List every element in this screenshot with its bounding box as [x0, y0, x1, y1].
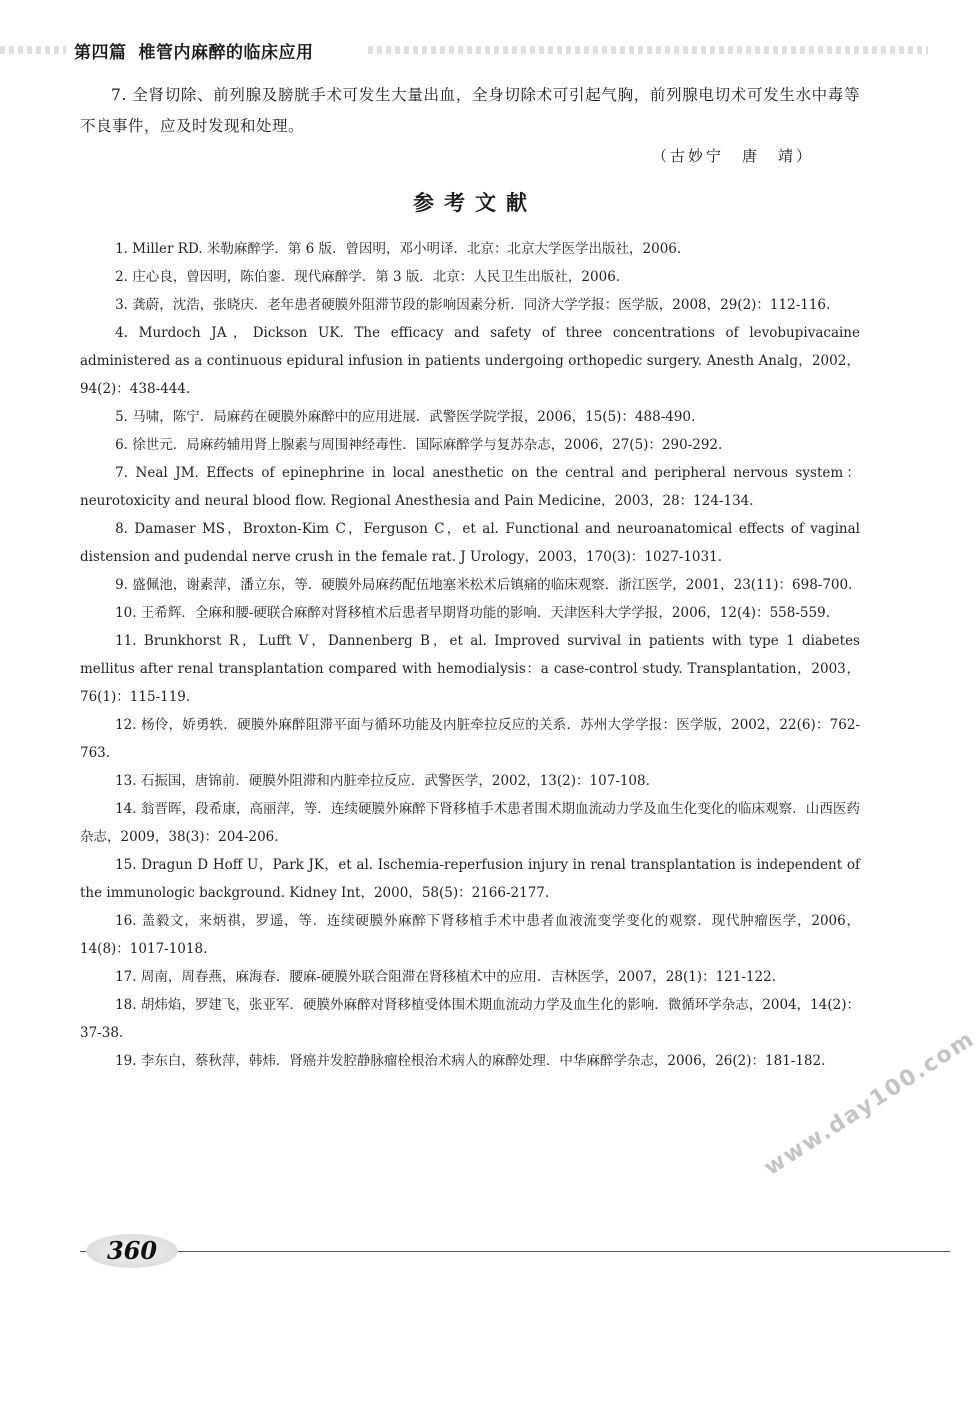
reference-list [80, 235, 860, 1075]
reference-item: 16. 盖毅文，来炳祺，罗遥，等．连续硬膜外麻醉下肾移植手术中患者血液流变学变化的观察．现代肿瘤医学，2006，14(8)：1017-1018. [80, 913, 860, 957]
reference-item: 5. 马啸，陈宁．局麻药在硬膜外麻醉中的应用进展．武警医学院学报，2006，15(5)：488-490. [115, 409, 696, 425]
header-part: 第四篇 [74, 43, 127, 63]
reference-item: 14. 翁晋晖，段希康，高丽萍，等．连续硬膜外麻醉下肾移植手术患者围术期血流动力学及血生化变化的临床观察．山西医药杂志，2009，38(3)：204-206. [80, 801, 860, 845]
reference-item: 17. 周南，周春燕，麻海春．腰麻-硬膜外联合阻滞在肾移植术中的应用．吉林医学，2007，28(1)：121-122. [115, 969, 776, 985]
reference-item: 6. 徐世元．局麻药辅用肾上腺素与周围神经毒性．国际麻醉学与复苏杂志，2006，27(5)：290-292. [115, 437, 723, 453]
reference-item: 1. Miller RD. 米勒麻醉学．第 6 版．曾因明，邓小明译．北京：北京大学医学出版社，2006. [115, 241, 682, 257]
running-header [0, 36, 950, 64]
header-scan-noise-left [0, 46, 66, 54]
reference-item: 7. Neal JM. Effects of epinephrine in local anesthetic on the central and peripheral nervous system：neurotoxicity and neural blood flow. Regional Anesthesia and Pain Medicine，2003，28：124-134. [80, 465, 860, 509]
header-title [74, 38, 314, 63]
reference-item: 13. 石振国，唐锦前．硬膜外阻滞和内脏牵拉反应．武警医学，2002，13(2)：107-108. [115, 773, 650, 789]
header-scan-noise-right [368, 46, 928, 54]
reference-item: 10. 王希辉．全麻和腰-硬联合麻醉对肾移植术后患者早期肾功能的影响．天津医科大学学报，2006，12(4)：558-559. [115, 605, 830, 621]
reference-item: 3. 龚蔚，沈浩，张晓庆．老年患者硬膜外阻滞节段的影响因素分析．同济大学学报：医学版，2008，29(2)：112-116. [115, 297, 831, 313]
reference-item: 18. 胡炜焰，罗建飞，张亚军．硬膜外麻醉对肾移植受体围术期血流动力学及血生化的影响．微循环学杂志，2004，14(2)：37-38. [80, 997, 860, 1041]
section-title: 参考文献 [413, 191, 537, 215]
page-number: 360 [86, 1234, 178, 1268]
footer-rule [80, 1251, 950, 1252]
reference-item: 4. Murdoch JA，Dickson UK. The efficacy and safety of three concentrations of levobupivacaine administered as a continuous epidural infusion in patients undergoing orthopedic surgery. Anesth Analg，2002，94(2)：438-444. [80, 325, 860, 397]
reference-item: 9. 盛佩池，谢素萍，潘立东，等．硬膜外局麻药配伍地塞米松术后镇痛的临床观察．浙江医学，2001，23(11)：698-700. [115, 577, 853, 593]
reference-item: 12. 杨伶，娇勇轶．硬膜外麻醉阻滞平面与循环功能及内脏牵拉反应的关系．苏州大学学报：医学版，2002，22(6)：762-763. [80, 717, 860, 761]
body-paragraph: 7. 全肾切除、前列腺及膀胱手术可发生大量出血，全身切除术可引起气胸，前列腺电切术可发生水中毒等不良事件，应及时发现和处理。 [80, 86, 860, 135]
author-credit: （古妙宁 唐 靖） [651, 147, 814, 165]
reference-item: 2. 庄心良，曾因明，陈伯銮．现代麻醉学．第 3 版．北京：人民卫生出版社，2006. [115, 269, 621, 285]
reference-item: 19. 李东白，蔡秋萍，韩炜．肾癌并发腔静脉瘤栓根治术病人的麻醉处理．中华麻醉学杂志，2006，26(2)：181-182. [115, 1053, 826, 1069]
reference-item: 15. Dragun D Hoff U，Park JK，et al. Ischemia-reperfusion injury in renal transplantation is independent of the immunologic background. Kidney Int，2000，58(5)：2166-2177. [80, 857, 860, 901]
reference-item: 8. Damaser MS，Broxton-Kim C，Ferguson C，et al. Functional and neuroanatomical effects of vaginal distension and pudendal nerve crush in the female rat. J Urology，2003，170(3)：1027-1031. [80, 521, 860, 565]
header-chapter-title: 椎管内麻醉的临床应用 [138, 43, 314, 63]
reference-item: 11. Brunkhorst R，Lufft V，Dannenberg B，et al. Improved survival in patients with type 1 diabetes mellitus after renal transplantation compared with hemodialysis：a case-control study. Transplantation，2003，76(1)：115-119. [80, 633, 860, 705]
watermark: www.day100.com [760, 1026, 980, 1181]
